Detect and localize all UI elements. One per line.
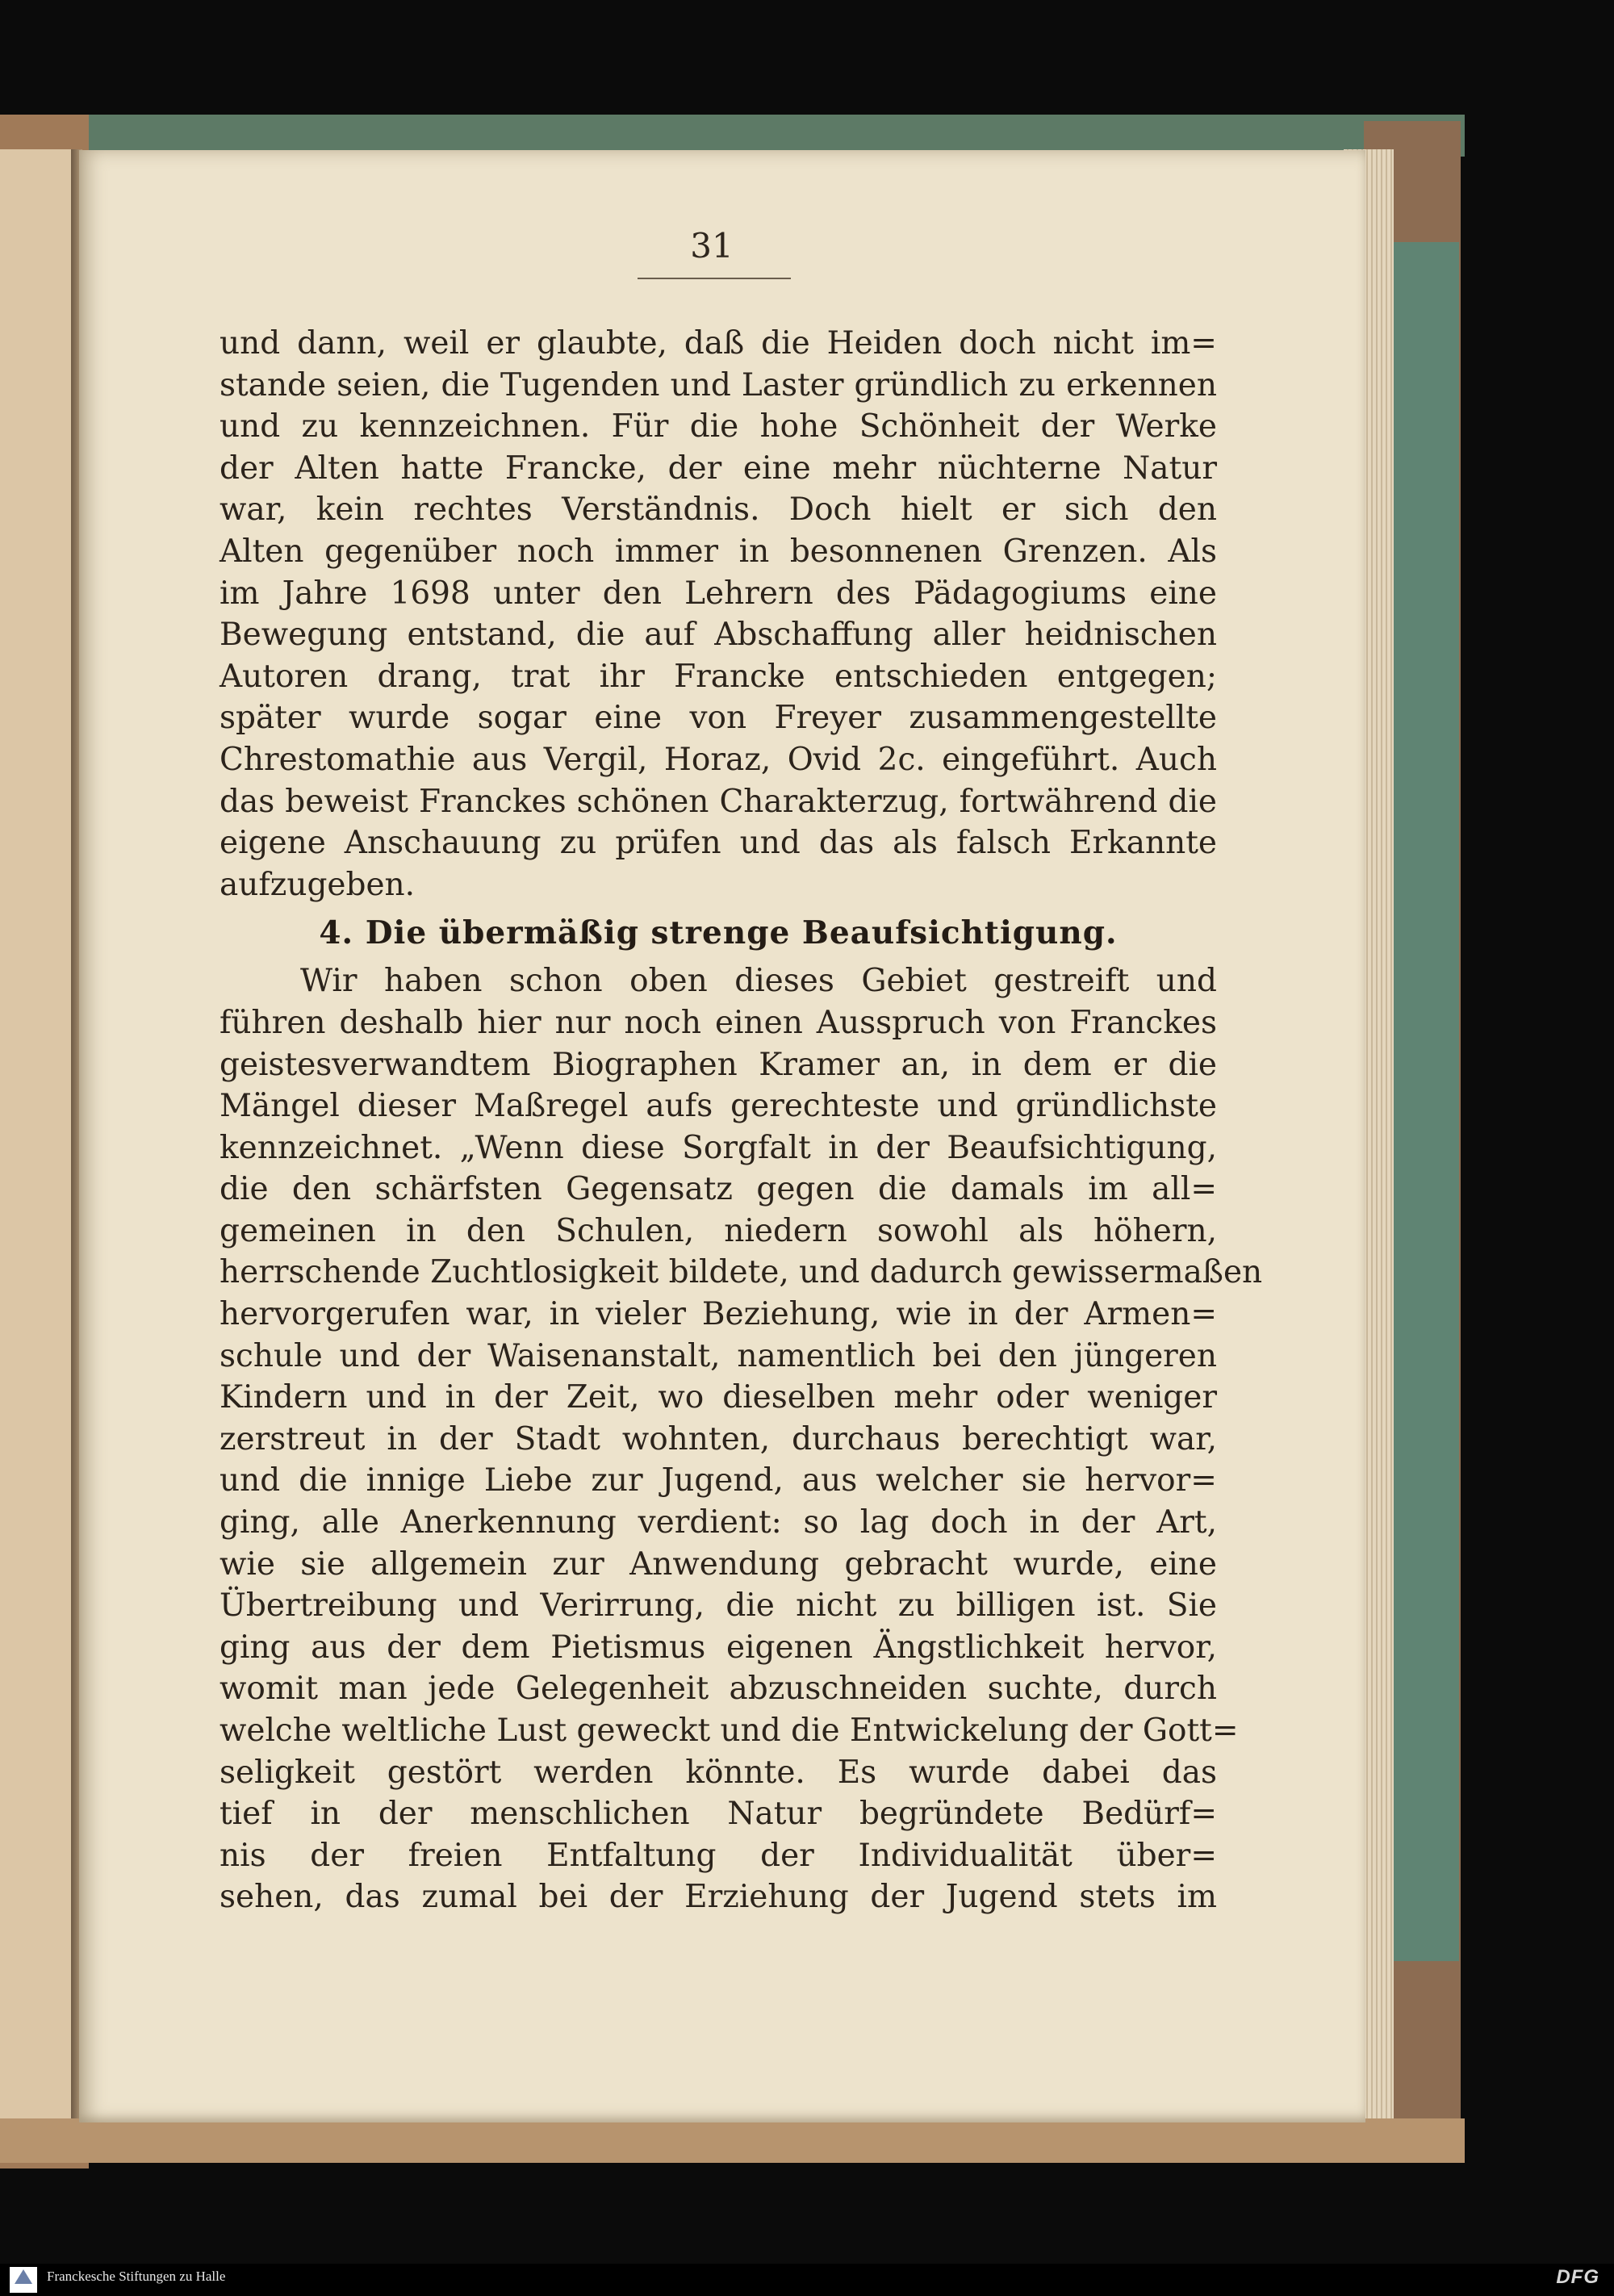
section-heading: 4. Die übermäßig strenge Beaufsichtigung. (319, 914, 1118, 952)
text-line: zerstreut in der Stadt wohnten, durchaus berechtigt war, (220, 1420, 1217, 1457)
institution-name: Franckesche Stiftungen zu Halle (47, 2269, 226, 2284)
page-text (220, 323, 1263, 1918)
text-line: eigene Anschauung zu prüfen und das als falsch Erkannte (220, 825, 1217, 862)
text-line: später wurde sogar eine von Freyer zusammengestellte (220, 700, 1217, 737)
text-line: und zu kennzeichnen. Für die hohe Schönheit der Werke (220, 408, 1217, 445)
text-line: stande seien, die Tugenden und Laster gründlich zu erkennen (220, 366, 1217, 404)
text-line: womit man jede Gelegenheit abzuschneiden suchte, durch (220, 1671, 1217, 1708)
header-rule (638, 278, 791, 279)
text-line: im Jahre 1698 unter den Lehrern des Pädagogiums eine (220, 575, 1217, 612)
text-line: hervorgerufen war, in vieler Beziehung, wie in der Armen= (220, 1296, 1217, 1333)
text-line: die den schärfsten Gegensatz gegen die damals im all= (220, 1171, 1217, 1208)
text-line: Autoren drang, trat ihr Francke entschieden entgegen; (220, 658, 1217, 695)
text-line: nis der freien Entfaltung der Individualität über= (220, 1837, 1217, 1874)
text-line: sehen, das zumal bei der Erziehung der Jugend stets im (220, 1879, 1217, 1916)
text-line: aufzugeben. (220, 866, 416, 903)
text-line: Bewegung entstand, die auf Abschaffung aller heidnischen (220, 617, 1217, 654)
viewer-footer (0, 2264, 1614, 2296)
text-line: tief in der menschlichen Natur begründete Bedürf= (220, 1796, 1217, 1833)
text-line: ging, alle Anerkennung verdient: so lag doch in der Art, (220, 1504, 1217, 1541)
text-line: gemeinen in den Schulen, niedern sowohl als höhern, (220, 1212, 1217, 1249)
text-line: das beweist Franckes schönen Charakterzug, fortwährend die (220, 783, 1217, 820)
text-line: Chrestomathie aus Vergil, Horaz, Ovid 2c. eingeführt. Auch (220, 741, 1217, 778)
text-line: Alten gegenüber noch immer in besonnenen Grenzen. Als (220, 533, 1217, 570)
text-line: seligkeit gestört werden könnte. Es wurde dabei das (220, 1754, 1217, 1791)
text-line: geistesverwandtem Biographen Kramer an, in dem er die (220, 1046, 1217, 1083)
book-cover-bottom-edge (0, 2118, 1465, 2163)
text-line: führen deshalb hier nur noch einen Ausspruch von Franckes (220, 1004, 1217, 1041)
text-line: Wir haben schon oben dieses Gebiet gestreift und (300, 963, 1217, 1000)
text-line: Mängel dieser Maßregel aufs gerechteste und gründlichste (220, 1088, 1217, 1125)
text-line: herrschende Zuchtlosigkeit bildete, und dadurch gewissermaßen (220, 1254, 1263, 1291)
text-line: und die innige Liebe zur Jugend, aus welcher sie hervor= (220, 1462, 1217, 1499)
text-line: Kindern und in der Zeit, wo dieselben mehr oder weniger (220, 1379, 1217, 1416)
text-line: ging aus der dem Pietismus eigenen Ängstlichkeit hervor, (220, 1629, 1217, 1666)
text-line: wie sie allgemein zur Anwendung gebracht wurde, eine (220, 1545, 1217, 1583)
text-line: der Alten hatte Francke, der eine mehr nüchterne Natur (220, 450, 1217, 487)
left-page-edge (0, 149, 77, 2118)
text-line: schule und der Waisenanstalt, namentlich bei den jüngeren (220, 1337, 1217, 1374)
text-line: war, kein rechtes Verständnis. Doch hielt er sich den (220, 491, 1217, 529)
text-line: kennzeichnet. „Wenn diese Sorgfalt in der Beaufsichtigung, (220, 1129, 1217, 1166)
text-line: und dann, weil er glaubte, daß die Heiden doch nicht im= (220, 325, 1217, 362)
text-line: welche weltliche Lust geweckt und die Entwickelung der Gott= (220, 1713, 1239, 1749)
dfg-logo: DFG (1556, 2266, 1599, 2288)
page-number: 31 (690, 226, 734, 266)
text-line: Übertreibung und Verirrung, die nicht zu billigen ist. Sie (220, 1587, 1217, 1625)
